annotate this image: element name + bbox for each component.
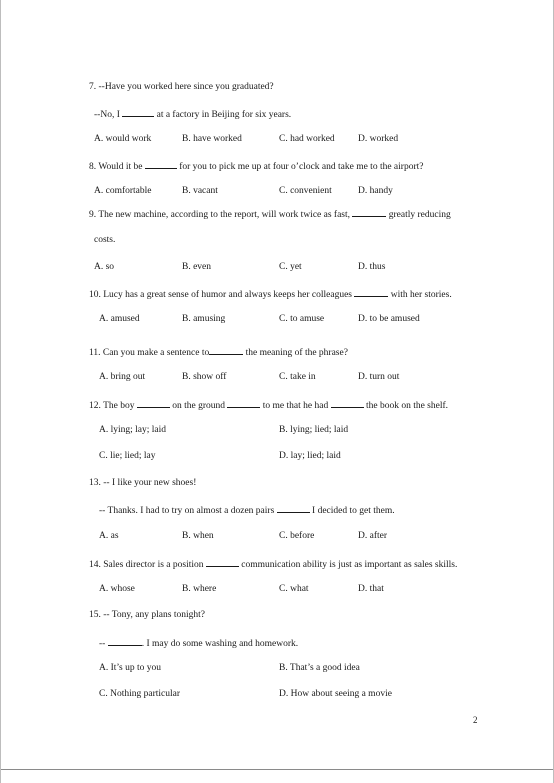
option-a: A. It’s up to you	[99, 663, 162, 673]
option-a: A. would work	[94, 134, 152, 144]
option-d: D. How about seeing a movie	[279, 689, 392, 699]
option-c: C. had worked	[279, 134, 335, 144]
option-b: B. show off	[182, 372, 227, 382]
option-b: B. when	[182, 531, 214, 541]
answer-blank	[354, 287, 388, 297]
answer-blank	[122, 107, 154, 117]
question-13-response: -- Thanks. I had to try on almost a dozen pairs I decided to get them.	[99, 503, 395, 517]
answer-blank	[108, 636, 142, 646]
question-8-stem: 8. Would it be for you to pick me up at four o’clock and take me to the airport?	[89, 159, 423, 173]
question-7-response: --No, I at a factory in Beijing for six years.	[94, 107, 291, 121]
option-c: C. lie; lied; lay	[99, 451, 156, 461]
answer-blank	[145, 159, 177, 169]
option-b: B. That’s a good idea	[279, 663, 360, 673]
option-b: B. amusing	[182, 314, 226, 324]
option-b: B. where	[182, 584, 217, 594]
question-7-stem: 7. --Have you worked here since you graduated?	[89, 82, 274, 92]
option-c: C. take in	[279, 372, 316, 382]
answer-blank	[352, 207, 386, 217]
answer-blank	[331, 398, 364, 408]
option-c: C. to amuse	[279, 314, 325, 324]
question-15-response: -- . I may do some washing and homework.	[99, 636, 298, 650]
option-a: A. lying; lay; laid	[99, 425, 167, 435]
question-9-stem-continued: costs.	[94, 235, 116, 245]
question-10-stem: 10. Lucy has a great sense of humor and always keeps her colleagues with her stories.	[89, 287, 452, 301]
option-a: A. bring out	[99, 372, 146, 382]
option-b: B. vacant	[182, 186, 218, 196]
question-11-stem: 11. Can you make a sentence to the meaning of the phrase?	[89, 345, 348, 359]
answer-blank	[206, 557, 239, 567]
question-15-stem: 15. -- Tony, any plans tonight?	[89, 610, 205, 620]
question-9-stem: 9. The new machine, according to the report, will work twice as fast, greatly reducing	[89, 207, 451, 221]
option-d: D. to be amused	[358, 314, 420, 324]
question-13-stem: 13. -- I like your new shoes!	[89, 478, 197, 488]
question-14-stem: 14. Sales director is a position communication ability is just as important as sales skills.	[89, 557, 457, 571]
option-b: B. even	[182, 262, 212, 272]
option-c: C. what	[279, 584, 309, 594]
option-d: D. that	[358, 584, 384, 594]
option-c: C. Nothing particular	[99, 689, 180, 699]
option-d: D. turn out	[358, 372, 400, 382]
option-a: A. so	[94, 262, 115, 272]
page-bottom-rule	[1, 769, 553, 770]
answer-blank	[137, 398, 170, 408]
option-a: A. as	[99, 531, 119, 541]
option-a: A. amused	[99, 314, 140, 324]
option-a: A. comfortable	[94, 186, 152, 196]
option-d: D. lay; lied; laid	[279, 451, 341, 461]
answer-blank	[227, 398, 260, 408]
option-d: D. after	[358, 531, 388, 541]
option-a: A. whose	[99, 584, 135, 594]
page-number: 2	[473, 715, 478, 725]
option-c: C. yet	[279, 262, 302, 272]
option-c: C. before	[279, 531, 315, 541]
answer-blank	[277, 503, 310, 513]
answer-blank	[209, 345, 243, 355]
option-d: D. handy	[358, 186, 393, 196]
option-d: D. thus	[358, 262, 386, 272]
option-c: C. convenient	[279, 186, 332, 196]
question-12-stem: 12. The boy on the ground to me that he had the book on the shelf.	[89, 398, 448, 412]
option-b: B. have worked	[182, 134, 242, 144]
option-d: D. worked	[358, 134, 399, 144]
option-b: B. lying; lied; laid	[279, 425, 349, 435]
